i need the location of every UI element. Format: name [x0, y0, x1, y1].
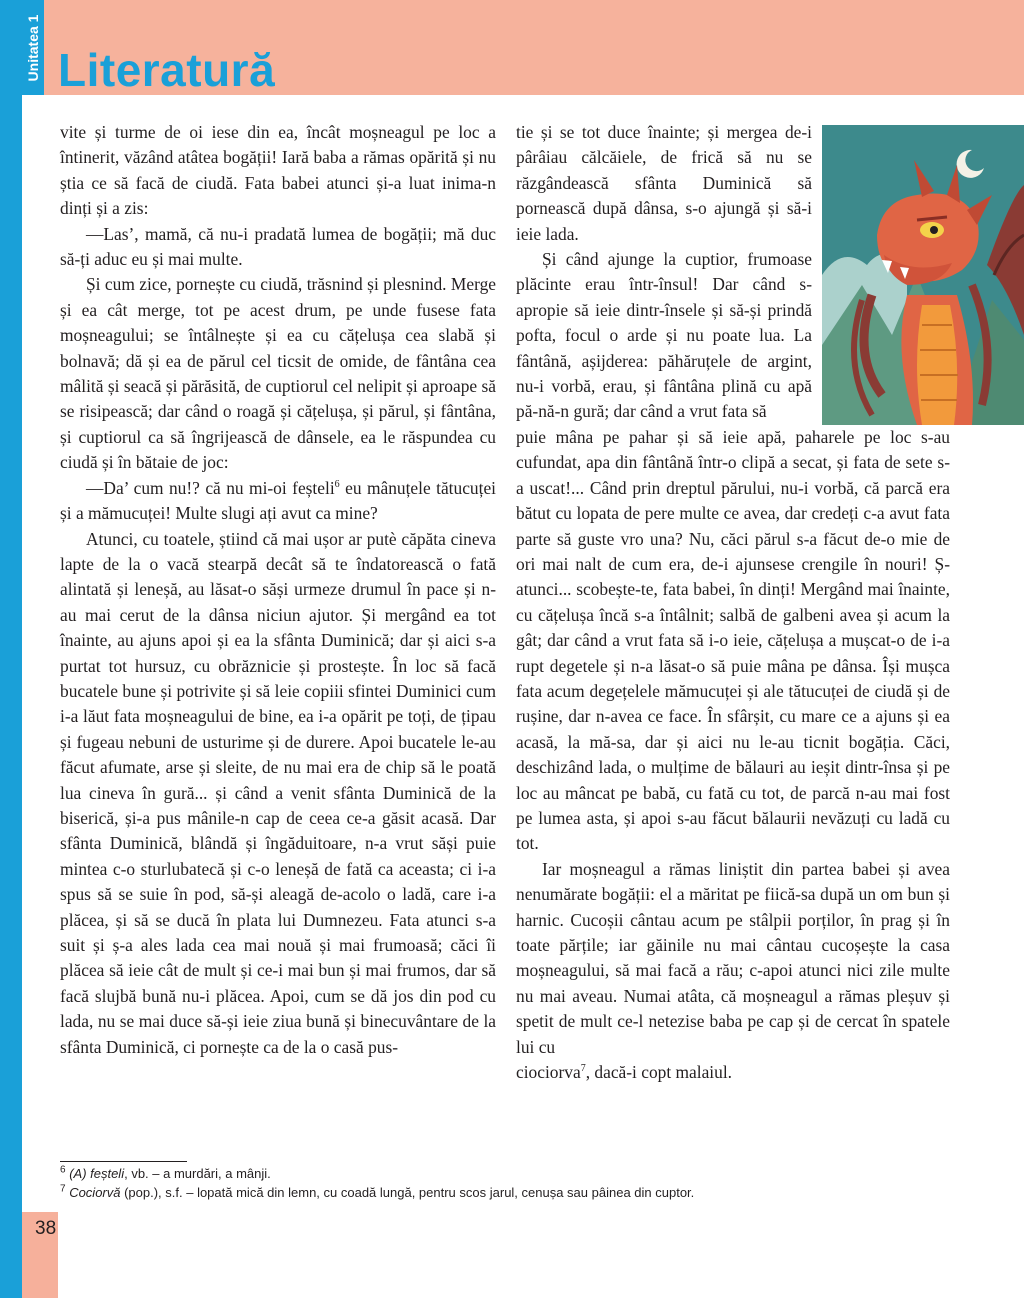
text: ciociorva: [516, 1062, 581, 1083]
paragraph: —Las’, mamă, că nu-i pradată lumea de bogății; mă duc să-ți aduc eu și mai multe.: [60, 223, 496, 270]
text: , dacă-i copt malaiul.: [585, 1062, 733, 1083]
text-column-left: [60, 120, 496, 1060]
footnote-text: , vb. – a murdări, a mânji.: [124, 1166, 271, 1181]
quote-text: eu mânuțele tătucuței și a mămucuței! Multe slugi ați avut ca mine?: [60, 477, 497, 524]
paragraph: vite și turme de oi iese din ea, încât moșneagul pe loc a întinerit, văzând atâtea bogății! Iară baba a rămas opărită și nu știa ce să facă de ciudă. Fata babei atunci și-a luat inima-n dinți și a zis:: [60, 122, 496, 219]
footnote-term: (A) feșteli: [69, 1166, 125, 1181]
paragraph: puie mâna pe pahar și să ieie apă, paharele pe loc s-au cufundat, apa din fântână într-o clipă a secat, și fata de sete s-a uscat!... Când prin dreptul părului, nu-i vorbă, că parcă era bătut cu lopata de pere multe ce avea, dar credeți c-a avut fata parte să guste vro una? Nu, căci părul s-a făcut de-o mie de ori mai nalt de cum era, de-i ajunsese crengile în nouri! Ș-atunci... scobește-te, fata babei, în dinți! Mergând mai înainte, cu cățelușa încă s-a întâlnit; salbă de galbeni avea și acum la gât; dar când a vrut fata să i-o ieie, cățelușa a mușcat-o de i-a rupt degetele și n-a lăsat-o să puie mâna pe dânsa. Își mușca fata acum degețelele mămucuței și ale tătucuței de ciudă și de rușine, dar n-avea ce face. În sfârșit, cu mare ce a ajuns și ea acasă, la mă-sa, dar și aici nu le-au ticnit bogăția. Căci, deschizând lada, o mulțime de bălauri au ieșit dintr-însa și pe loc au mâncat pe babă, cu fată cu tot, de parcă n-au mai fost pe lumea asta, și apoi s-au făcut bălaurii nevăzuți cu ladă cu tot.: [516, 426, 950, 854]
footnote: [60, 1183, 960, 1202]
paragraph-end: [516, 1060, 950, 1085]
paragraph-quote: [60, 476, 496, 527]
footnote-number: 6: [60, 1164, 66, 1176]
footnotes: [60, 1164, 960, 1202]
footnote-text: (pop.), s.f. – lopată mică din lemn, cu coadă lungă, pentru scos jarul, cenușa sau pâinea din cuptor.: [120, 1185, 695, 1200]
side-bar: [0, 0, 22, 1298]
footnote: [60, 1164, 960, 1183]
paragraph: Iar moșneagul a rămas liniștit din partea babei și avea nenumărate bogății: el a măritat pe fiică-sa după un om bun și harnic. Cucoșii cântau acum pe stâlpii porților, în prag și în toate părțile; iar găinile nu mai cântau cucoșește la casa moșneagului, să mai facă a rău; c-apoi atunci nici zile multe nu mai aveau. Numai atâta, că moșneagul a rămas pleșuv și spetit de mult ce-l netezise baba pe cap și de cercat în spatele lui cu: [516, 858, 950, 1057]
paragraph: Și când ajunge la cuptior, frumoase plăcinte erau într-însul! Dar când s-apropie să ieie dintr-însele și să-și prindă pofta, focul o arde și nu poate lua. La fântână, așijderea: păhăruțele de argint, nu-i vorbă, erau, și fântâna plină cu apă pă-nă-n gură; dar când a vrut fata să: [516, 249, 812, 422]
narrow-text-block: [516, 120, 812, 425]
footnote-divider: [60, 1161, 187, 1162]
paragraph: Atunci, cu toatele, știind că mai ușor ar putè căpăta cineva lapte de la o vacă stearpă decât să te îndatorească o fată alintată și leneșă, au lăsat-o săși urmeze drumul în pace și n-au mai cerut de la dânsa niciun ajutor. Și mergând ea tot înainte, au ajuns apoi și ea la sfânta Duminică; dar și aici s-a purtat tot hursuz, cu obrăznicie și prostește. În loc să facă bucatele bune și potrivite și să leie copiii sfintei Duminici cum i-a lăut fata moșneagului de bine, ea i-a opărit pe toți, de țipau și fugeau nebuni de usturime și de durere. Apoi bucatele le-au făcut afumate, arse și sleite, de nu mai era de chip să le poată lua cineva în gură... și când a venit sfânta Duminică de la biserică, și-a pus mânile-n cap de ceea ce-a găsit acasă. Dar sfânta Duminică, blândă și îngăduitoare, n-a vrut săși puie mintea c-o sturlubatecă și c-o leneșă de fată ca aceasta; ci i-a spus să se suie în pod, să-și aleagă de-acolo o ladă, care i-a plăcea, și să se ducă în plata lui Dumnezeu. Fata atunci s-a suit și ș-a ales lada cea mai nouă și mai frumoasă; căci îi plăcea să ieie cât de mult și ce-i mai bun și mai frumos, dar să facă slujbă bună nu-i plăcea. Apoi, cum se dă jos din pod cu lada, nu se mai duce să-și ieie ziua bună și binecuvântare de la sfânta Duminică, ci pornește ca de la o casă pus-: [60, 528, 496, 1057]
page-number: 38: [35, 1218, 57, 1239]
unit-label-tab: [22, 0, 44, 95]
footnote-number: 7: [60, 1183, 66, 1195]
unit-label: Unitatea 1: [25, 14, 41, 82]
quote-text: —Da’ cum nu!? că nu mi-oi feșteli: [86, 477, 335, 498]
paragraph: Și cum zice, pornește cu ciudă, trăsnind și plesnind. Merge și ea cât merge, tot pe acest drum, pe unde fusese fata moșneagului; se întâlnește și ea cu cățelușa cea slabă și bolnavă; dă și ea de părul cel ticsit de omide, de fântâna cea mâlită și seacă și părăsită, de cuptiorul cel nelipit și aproape să se risipească; dar când o roagă și cățelușa, și părul, și fântâna, și cuptiorul ca să îngrijească de dânsele, ea le răspundea cu ciudă și în bătaie de joc:: [60, 274, 496, 473]
footnote-term: Cociorvă: [69, 1185, 121, 1200]
footnote-ref[interactable]: 7: [580, 1063, 586, 1075]
page-title: Literatură: [58, 44, 276, 96]
paragraph: tie și se tot duce înainte; și mergea de-i pârâiau călcăiele, de frică să nu se răzgândească sfânta Duminică să pornească după dânsa, s-o ajungă și să-i ieie lada.: [516, 122, 812, 244]
dragon-illustration: [822, 125, 1024, 425]
footnote-ref[interactable]: 6: [334, 478, 340, 490]
